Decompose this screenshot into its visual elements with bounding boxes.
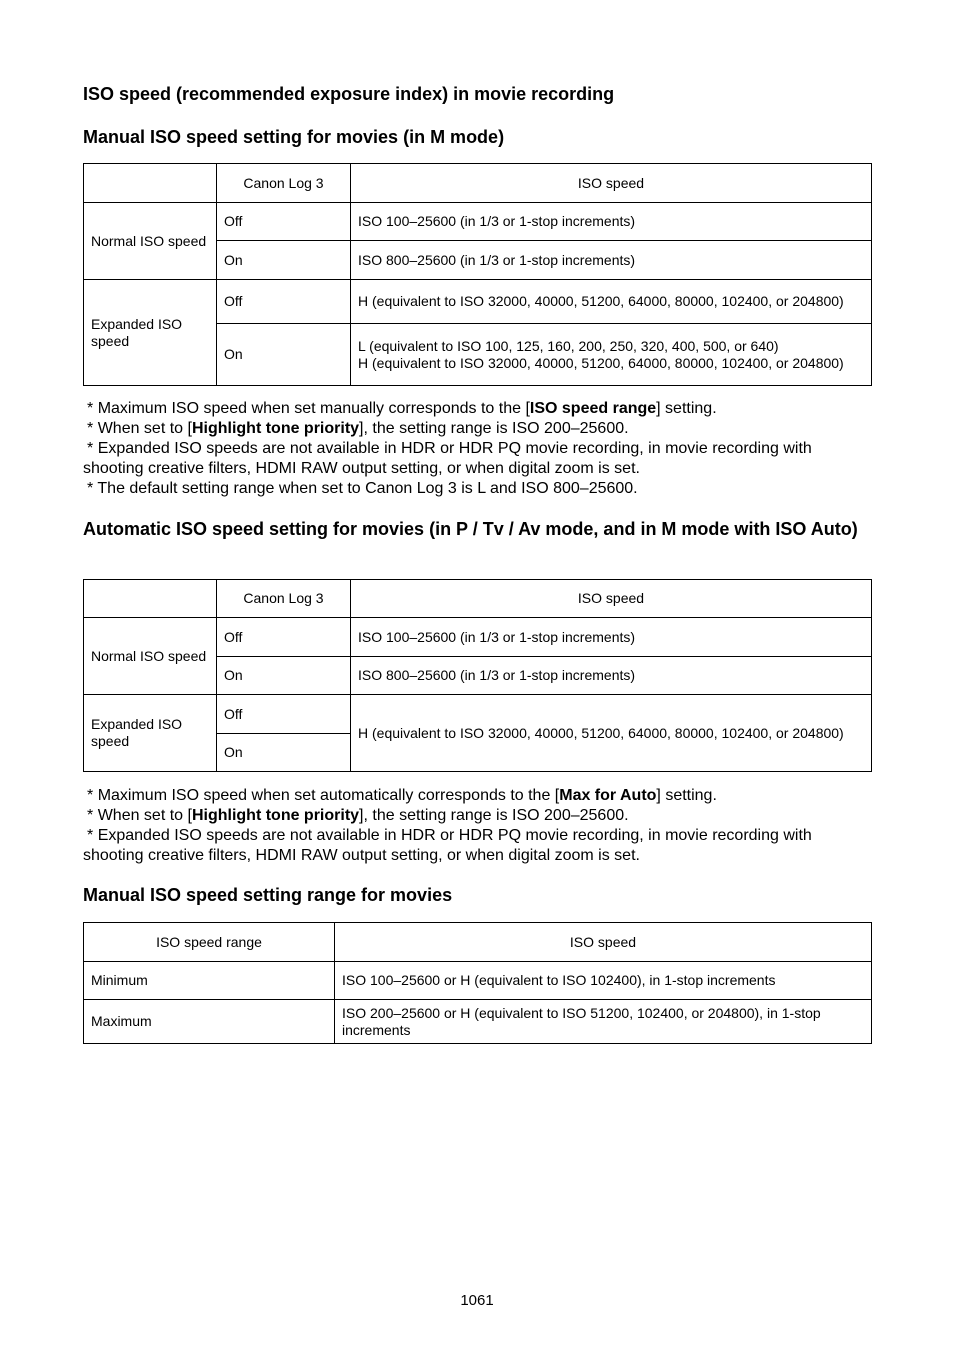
note: [83, 786, 873, 806]
range-label: Minimum: [84, 962, 335, 1000]
note-text: ], the setting range is ISO 200–25600.: [359, 807, 629, 824]
header-canon-log: Canon Log 3: [217, 164, 351, 203]
table-row: [84, 1000, 872, 1044]
note-text: Maximum ISO speed when set manually corresponds to the [: [97, 400, 530, 417]
asterisk: *: [87, 480, 94, 497]
asterisk: *: [87, 807, 94, 824]
iso-speed-value: ISO 100–25600 (in 1/3 or 1-stop increments): [351, 618, 872, 657]
note-text: The default setting range when set to Canon Log 3 is L and ISO 800–25600.: [97, 480, 638, 497]
asterisk: *: [87, 827, 94, 844]
header-iso-speed: ISO speed: [335, 923, 872, 962]
note: [83, 479, 873, 499]
canon-log-value: On: [217, 657, 351, 695]
canon-log-value: Off: [217, 203, 351, 241]
table-header-row: [84, 164, 872, 203]
page-number: 1061: [460, 1292, 494, 1309]
header-iso-speed: ISO speed: [351, 164, 872, 203]
note-bold: Highlight tone priority: [191, 420, 360, 437]
table-header-row: [84, 580, 872, 618]
note-bold: Max for Auto: [559, 787, 657, 804]
auto-iso-heading: Automatic ISO speed setting for movies (in P / Tv / Av mode, and in M mode with ISO Auto): [83, 519, 858, 539]
table-row: [84, 962, 872, 1000]
expanded-iso-label: Expanded ISO speed: [84, 280, 217, 386]
canon-log-value: On: [217, 734, 351, 772]
note: [83, 399, 873, 419]
asterisk: *: [87, 787, 94, 804]
note-text: Expanded ISO speeds are not available in HDR or HDR PQ movie recording, in movie recording with shooting creative filters, HDMI RAW output setting, or when digital zoom is set.: [83, 827, 812, 864]
header-iso-speed-range: ISO speed range: [84, 923, 335, 962]
manual-iso-heading: Manual ISO speed setting for movies (in M mode): [83, 127, 505, 147]
normal-iso-label: Normal ISO speed: [84, 203, 217, 280]
table-header-row: [84, 923, 872, 962]
range-value: ISO 200–25600 or H (equivalent to ISO 51200, 102400, or 204800), in 1-stop increments: [335, 1000, 872, 1044]
auto-iso-table: [83, 579, 872, 772]
note: [83, 826, 873, 866]
table-row: [84, 280, 872, 324]
note: [83, 439, 873, 479]
note-bold: Highlight tone priority: [191, 807, 360, 824]
range-heading: Manual ISO speed setting range for movies: [83, 885, 453, 905]
iso-speed-value: H (equivalent to ISO 32000, 40000, 51200, 64000, 80000, 102400, or 204800): [351, 280, 872, 324]
note-text: Maximum ISO speed when set automatically corresponds to the [: [97, 787, 560, 804]
table-row: [84, 695, 872, 734]
iso-speed-value: H (equivalent to ISO 32000, 40000, 51200, 64000, 80000, 102400, or 204800): [351, 695, 872, 772]
canon-log-value: Off: [217, 280, 351, 324]
canon-log-value: On: [217, 241, 351, 280]
normal-iso-label: Normal ISO speed: [84, 618, 217, 695]
canon-log-value: Off: [217, 618, 351, 657]
header-empty: [84, 580, 217, 618]
table-row: [84, 203, 872, 241]
note-text: ] setting.: [656, 787, 717, 804]
note: [83, 806, 873, 826]
range-table: [83, 922, 872, 1044]
iso-speed-value: ISO 800–25600 (in 1/3 or 1-stop increments): [351, 657, 872, 695]
iso-speed-line: H (equivalent to ISO 32000, 40000, 51200, 64000, 80000, 102400, or 204800): [358, 354, 844, 371]
range-value: ISO 100–25600 or H (equivalent to ISO 102400), in 1-stop increments: [335, 962, 872, 1000]
canon-log-value: On: [217, 324, 351, 386]
iso-speed-value: ISO 100–25600 (in 1/3 or 1-stop increments): [351, 203, 872, 241]
note-text: Expanded ISO speeds are not available in HDR or HDR PQ movie recording, in movie recording with shooting creative filters, HDMI RAW output setting, or when digital zoom is set.: [83, 440, 812, 477]
manual-notes: [83, 399, 873, 499]
asterisk: *: [87, 420, 94, 437]
header-canon-log: Canon Log 3: [217, 580, 351, 618]
auto-notes: [83, 786, 873, 866]
note-text: ] setting.: [656, 400, 717, 417]
iso-speed-value: [351, 324, 872, 386]
asterisk: *: [87, 440, 94, 457]
expanded-iso-label: Expanded ISO speed: [84, 695, 217, 772]
iso-speed-value: ISO 800–25600 (in 1/3 or 1-stop increments): [351, 241, 872, 280]
note-text: When set to [: [97, 420, 192, 437]
canon-log-value: Off: [217, 695, 351, 734]
table-row: [84, 618, 872, 657]
asterisk: *: [87, 400, 94, 417]
header-empty: [84, 164, 217, 203]
header-iso-speed: ISO speed: [351, 580, 872, 618]
note-text: ], the setting range is ISO 200–25600.: [359, 420, 629, 437]
iso-speed-line: L (equivalent to ISO 100, 125, 160, 200, 250, 320, 400, 500, or 640): [358, 337, 779, 354]
range-label: Maximum: [84, 1000, 335, 1044]
note-text: When set to [: [97, 807, 192, 824]
manual-iso-table: [83, 163, 872, 386]
note: [83, 419, 873, 439]
note-bold: ISO speed range: [529, 400, 657, 417]
section-title: ISO speed (recommended exposure index) in movie recording: [83, 84, 615, 104]
